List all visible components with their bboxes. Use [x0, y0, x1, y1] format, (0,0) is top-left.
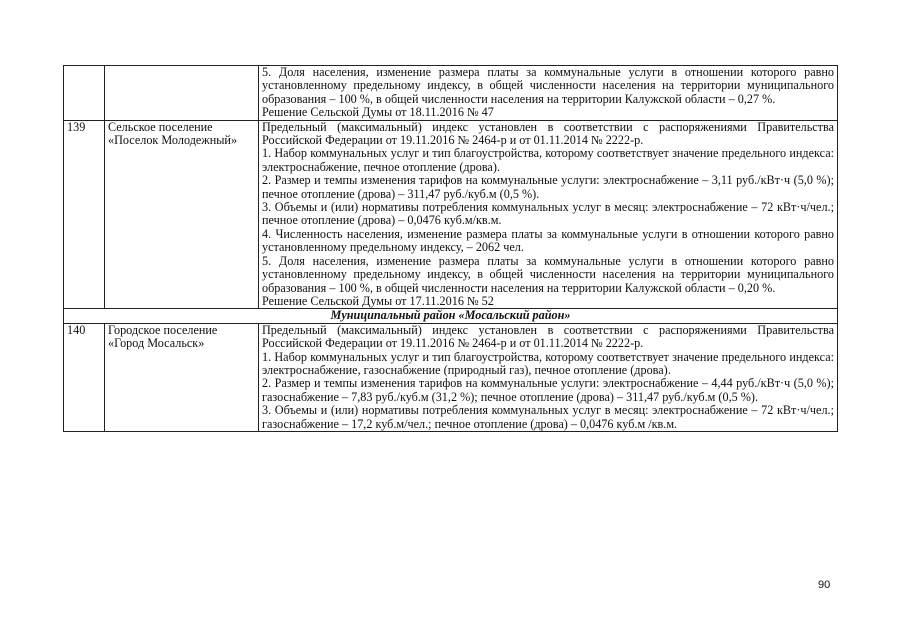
description-paragraph: 2. Размер и темпы изменения тарифов на коммунальные услуги: электроснабжение – 4,44 руб./кВт·ч (5,0 %); газоснабжение – 7,83 руб./куб.м (31,2 %); печное отопление (дрова) – 311,47 руб./куб.м (0,5 %). [262, 376, 834, 404]
decision-reference: Решение Сельской Думы от 18.11.2016 № 47 [262, 105, 494, 120]
description-paragraph: 3. Объемы и (или) нормативы потребления коммунальных услуг в месяц: электроснабжение – 72 кВт·ч/чел.; печное отопление (дрова) – 0,0476 куб.м/кв.м. [262, 200, 834, 228]
row-number-cell: 140 [64, 323, 105, 431]
description-cell [259, 323, 838, 431]
description-paragraph: 5. Доля населения, изменение размера платы за коммунальные услуги в отношении которого равно установленному предельному индексу, в общей численности населения на территории муниципального образования – 100 %, в общей численности населения на территории Калужской области – 0,27 %. [262, 65, 834, 106]
decision-reference: Решение Сельской Думы от 17.11.2016 № 52 [262, 293, 494, 308]
row-number-cell [64, 66, 105, 121]
description-paragraph: 2. Размер и темпы изменения тарифов на коммунальные услуги: электроснабжение – 3,11 руб./кВт·ч (5,0 %); печное отопление (дрова) – 311,47 руб./куб.м (0,5 %). [262, 173, 834, 201]
settlement-name-cell: Городское поселение «Город Мосальск» [105, 323, 259, 431]
description-paragraph: 4. Численность населения, изменение размера платы за коммунальные услуги в отношении которого равно установленному предельному индексу, – 2062 чел. [262, 226, 834, 255]
description-paragraph: 5. Доля населения, изменение размера платы за коммунальные услуги в отношении которого равно установленному предельному индексу, в общей численности населения на территории муниципального образования – 100 %, в общей численности населения на территории Калужской области – 0,20 %. [262, 253, 834, 295]
table-row [64, 66, 838, 121]
page-number: 90 [818, 579, 831, 591]
section-heading: Муниципальный район «Мосальский район» [64, 309, 838, 323]
description-paragraph: 3. Объемы и (или) нормативы потребления коммунальных услуг в месяц: электроснабжение – 72 кВт·ч/чел.; газоснабжение – 17,2 куб.м/чел.; печное отопление (дрова) – 0,0476 куб.м /кв.м. [262, 403, 834, 431]
settlement-name-cell [105, 66, 259, 121]
description-cell [259, 120, 838, 309]
description-paragraph: Предельный (максимальный) индекс установлен в соответствии с распоряжениями Правительства Российской Федерации от 19.11.2016 № 2464-р и от 01.11.2014 № 2222-р. [262, 119, 834, 148]
table-row [64, 323, 838, 431]
table-row [64, 120, 838, 309]
description-paragraph: Предельный (максимальный) индекс установлен в соответствии с распоряжениями Правительства Российской Федерации от 19.11.2016 № 2464-р и от 01.11.2014 № 2222-р. [262, 322, 834, 351]
description-cell [259, 66, 838, 121]
row-number-cell: 139 [64, 120, 105, 309]
section-heading-row [64, 309, 838, 323]
settlement-name-cell: Сельское поселение «Поселок Молодежный» [105, 120, 259, 309]
description-paragraph: 1. Набор коммунальных услуг и тип благоустройства, которому соответствует значение предельного индекса: электроснабжение, печное отопление (дрова). [262, 146, 834, 174]
description-paragraph: 1. Набор коммунальных услуг и тип благоустройства, которому соответствует значение предельного индекса: электроснабжение, газоснабжение (природный газ), печное отопление (дрова). [262, 349, 834, 377]
tariff-table [63, 65, 838, 432]
